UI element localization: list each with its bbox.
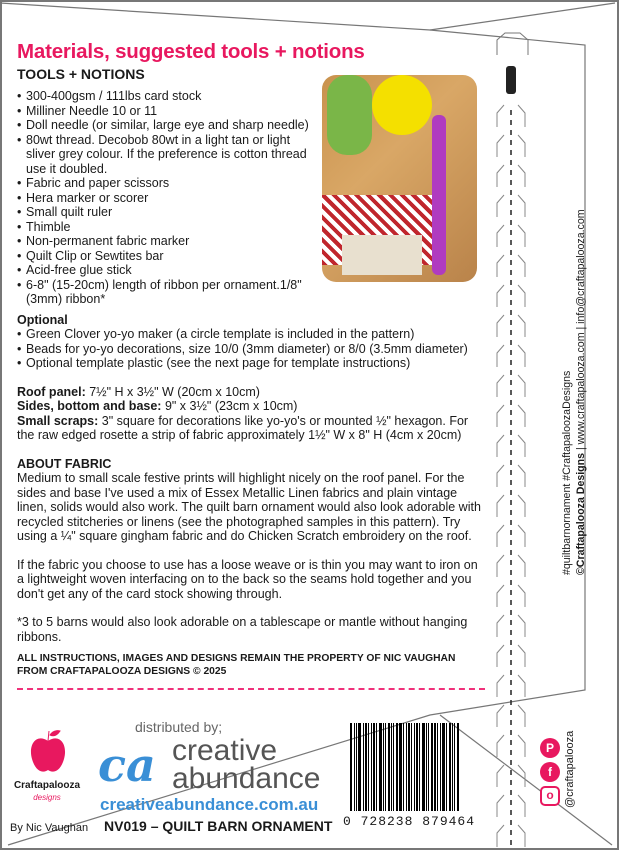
barcode — [350, 723, 470, 811]
barcode-bar — [393, 723, 394, 811]
fabric-sizes — [17, 385, 487, 443]
barcode-bar — [426, 723, 427, 811]
tool-item: • Doll needle (or similar, large eye and sharp needle) — [17, 118, 317, 133]
barcode-bar — [363, 723, 364, 811]
size-label: Roof panel: — [17, 384, 86, 399]
apple-logo-icon — [28, 727, 68, 777]
pinterest-icon[interactable]: P — [540, 738, 560, 758]
barcode-bar — [388, 723, 390, 811]
content-column — [17, 66, 487, 690]
barcode-bar — [399, 723, 402, 811]
facebook-icon[interactable]: f — [540, 762, 560, 782]
tool-item: • Non-permanent fabric marker — [17, 234, 317, 249]
tools-list — [17, 89, 317, 307]
distributor-name-1: creative — [172, 734, 278, 767]
barcode-bar — [408, 723, 410, 811]
barcode-bar — [454, 723, 455, 811]
tool-item: • Acid-free glue stick — [17, 263, 317, 278]
size-row — [17, 399, 487, 414]
author-byline: By Nic Vaughan — [10, 822, 89, 834]
barcode-bar — [422, 723, 425, 811]
brand-name: Craftapalooza — [13, 780, 81, 791]
barcode-bar — [437, 723, 438, 811]
size-row — [17, 385, 487, 400]
optional-section — [17, 313, 487, 371]
barcode-bar — [376, 723, 377, 811]
barcode-bar — [396, 723, 398, 811]
hashtags: #quiltbarnornament #CraftapaloozaDesigns — [561, 370, 573, 575]
fabric-paragraph: If the fabric you choose to use has a loose weave or is thin you may want to iron on a lightweight woven interfacing on to the back so the seams hold together and you don't get any of the card stock showing through. — [17, 557, 478, 601]
optional-item: • Optional template plastic (see the next page for template instructions) — [17, 356, 487, 371]
fabric-paragraph: Medium to small scale festive prints will highlight nicely on the roof panel. For the sides and base I've used a mix of Essex Metallic Linen fabrics and plain vintage linen, solids would also work. The quilt barn ornament would also look adorable with recycled stitcheries or linens (see the photographed samples in this pattern). Try using a ¼" square gingham fabric and do Chicken Scratch embroidery on the roof. — [17, 471, 481, 543]
fabric-heading: ABOUT FABRIC — [17, 456, 112, 471]
barcode-bar — [414, 723, 415, 811]
barcode-bar — [350, 723, 352, 811]
tool-item: • Thimble — [17, 220, 317, 235]
tool-item: • 6-8" (15-20cm) length of ribbon per ornament.1/8" (3mm) ribbon* — [17, 278, 317, 307]
scissors-icon — [506, 66, 516, 94]
tool-item: • Fabric and paper scissors — [17, 176, 317, 191]
barcode-bar — [416, 723, 418, 811]
barcode-bar — [356, 723, 357, 811]
size-row — [17, 414, 487, 443]
barcode-bar — [406, 723, 407, 811]
instagram-icon[interactable]: o — [540, 786, 560, 806]
tools-heading: TOOLS + NOTIONS — [17, 66, 145, 82]
rights-notice: ALL INSTRUCTIONS, IMAGES AND DESIGNS REMAIN THE PROPERTY OF NIC VAUGHAN FROM CRAFTAPALOOZA DESIGNS © 2025 — [17, 653, 456, 677]
barcode-bar — [403, 723, 404, 811]
creative-abundance-logo: ca — [98, 738, 156, 792]
barcode-bar — [457, 723, 459, 811]
barcode-bar — [358, 723, 361, 811]
optional-heading: Optional — [17, 312, 68, 327]
barcode-bar — [428, 723, 429, 811]
contact-links[interactable]: | www.craftapalooza.com | info@craftapalooza.com — [575, 209, 587, 453]
barcode-bar — [419, 723, 420, 811]
size-label: Sides, bottom and base: — [17, 399, 162, 413]
fabric-note: *3 to 5 barns would also look adorable on a tablescape or mantle without hanging ribbons. — [17, 615, 468, 644]
distributed-label: distributed by; — [135, 719, 223, 735]
barcode-bar — [379, 723, 382, 811]
brand-subtitle: designs — [33, 793, 61, 802]
barcode-bar — [368, 723, 369, 811]
barcode-bar — [431, 723, 433, 811]
barcode-bar — [385, 723, 386, 811]
barcode-bar — [373, 723, 375, 811]
barcode-bar — [434, 723, 436, 811]
barcode-bar — [383, 723, 384, 811]
optional-item: • Beads for yo-yo decorations, size 10/0 (3mm diameter) or 8/0 (3.5mm diameter) — [17, 342, 487, 357]
distributor-name-2: abundance — [172, 762, 321, 795]
barcode-number: 0 728238 879464 — [343, 814, 476, 829]
barcode-bar — [365, 723, 367, 811]
size-label: Small scraps: — [17, 413, 99, 428]
page-title: Materials, suggested tools + notions — [17, 40, 365, 63]
barcode-bar — [371, 723, 372, 811]
tool-item: • Quilt Clip or Sewtites bar — [17, 249, 317, 264]
tool-item: • 300-400gsm / 111lbs card stock — [17, 89, 317, 104]
tool-item: • Small quilt ruler — [17, 205, 317, 220]
size-value: 3" square for decorations like yo-yo's or mounted ½" hexagon. For the raw edged rosette a strip of fabric approximately 1½" W x 8" H (4cm x 20cm) — [17, 413, 469, 442]
side-credits — [560, 175, 588, 575]
tool-item: • Hera marker or scorer — [17, 191, 317, 206]
size-value: 7½" H x 3½" W (20cm x 10cm) — [85, 384, 260, 399]
size-value: 9" x 3½" (23cm x 10cm) — [161, 399, 298, 413]
social-handle: @craftapalooza — [564, 730, 576, 808]
optional-list — [17, 327, 487, 371]
product-code: NV019 – QUILT BARN ORNAMENT — [104, 818, 333, 834]
barcode-bar — [452, 723, 453, 811]
barcode-bar — [449, 723, 451, 811]
barcode-bar — [411, 723, 412, 811]
tool-item: • 80wt thread. Decobob 80wt in a light tan or light sliver grey colour. If the preference is cotton thread use it doubled. — [17, 133, 317, 177]
about-fabric — [17, 457, 487, 645]
barcode-bar — [354, 723, 355, 811]
cut-line — [17, 688, 485, 690]
optional-item: • Green Clover yo-yo maker (a circle template is included in the pattern) — [17, 327, 487, 342]
copyright: ©Craftapalooza Designs — [575, 452, 587, 575]
barcode-bar — [391, 723, 392, 811]
barcode-bar — [440, 723, 441, 811]
tool-item: • Milliner Needle 10 or 11 — [17, 104, 317, 119]
barcode-bar — [446, 723, 447, 811]
distributor-url[interactable]: creativeabundance.com.au — [100, 795, 319, 814]
barcode-bar — [442, 723, 445, 811]
